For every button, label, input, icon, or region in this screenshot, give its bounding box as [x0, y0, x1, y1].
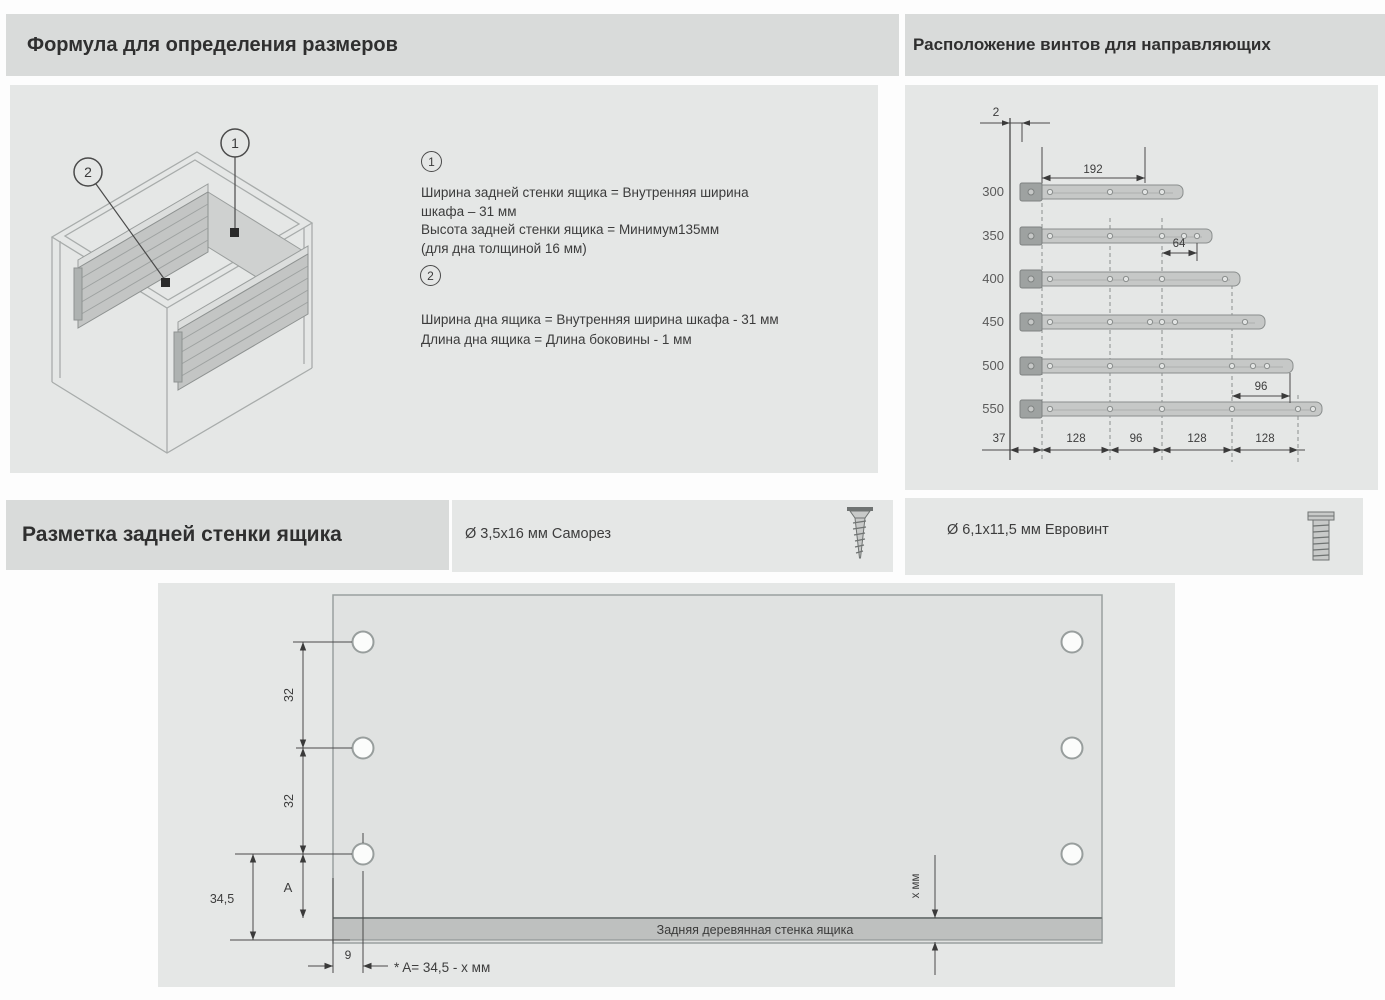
rail-300 — [982, 183, 1183, 201]
svg-text:32: 32 — [282, 794, 296, 808]
formula-line: Ширина дна ящика = Внутренняя ширина шкафа - 31 мм — [421, 312, 779, 327]
back-wall-panel — [333, 595, 1102, 943]
rail-diagram — [905, 85, 1378, 490]
rail-550 — [982, 400, 1322, 418]
rail-section-title: Расположение винтов для направляющих — [913, 35, 1271, 54]
euro-screw-label: Ø 6,1x11,5 мм Евровинт — [947, 522, 1109, 538]
svg-text:96: 96 — [1254, 381, 1268, 393]
formula-section-title: Формула для определения размеров — [27, 33, 398, 56]
rail-section-header — [905, 14, 1385, 76]
euro-screw-icon — [1305, 510, 1337, 564]
svg-text:500: 500 — [982, 358, 1004, 373]
formula-line: шкафа – 31 мм — [421, 203, 517, 219]
marking-section-header — [6, 500, 449, 570]
dim-96-group — [1232, 373, 1290, 403]
rail-450 — [982, 313, 1265, 331]
formula-2-text — [421, 310, 891, 349]
back-wall-diagram-panel — [158, 583, 1175, 987]
formula-section-panel — [10, 85, 878, 473]
svg-text:37: 37 — [992, 433, 1006, 445]
dim-192-group — [1042, 147, 1145, 183]
self-tapping-screw-panel — [452, 500, 893, 572]
self-tapping-screw-label: Ø 3,5x16 мм Саморез — [465, 526, 612, 542]
svg-text:128: 128 — [1066, 433, 1086, 445]
svg-text:A: A — [283, 880, 293, 895]
rail-500 — [982, 357, 1293, 375]
svg-text:192: 192 — [1083, 164, 1103, 176]
formula-1-text — [421, 184, 881, 258]
svg-text:1: 1 — [231, 135, 239, 151]
callout-1-badge: 1 — [421, 151, 442, 172]
svg-text:550: 550 — [982, 401, 1004, 416]
svg-text:x мм: x мм — [910, 873, 922, 899]
svg-text:2: 2 — [84, 164, 92, 180]
svg-text:400: 400 — [982, 271, 1004, 286]
euro-screw-panel — [905, 498, 1363, 575]
dim-front-gap: 2 — [992, 105, 1000, 119]
formula-line: Высота задней стенки ящика = Минимум135мм — [421, 222, 720, 237]
a-formula-note: * A= 34,5 - x мм — [394, 960, 491, 975]
svg-text:128: 128 — [1187, 433, 1207, 445]
svg-text:64: 64 — [1172, 238, 1186, 250]
wooden-bar-label: Задняя деревянная стенка ящика — [656, 923, 854, 937]
self-tapping-screw-icon — [843, 504, 877, 570]
formula-section-header — [6, 14, 899, 76]
rail-section-panel — [905, 85, 1378, 490]
callout-2-badge: 2 — [420, 265, 441, 286]
drawer-right-side-panel — [174, 254, 308, 390]
back-wall-diagram — [158, 583, 1175, 987]
rail-400 — [982, 270, 1240, 288]
drawer-isometric-drawing — [30, 110, 370, 455]
svg-text:34,5: 34,5 — [209, 892, 235, 906]
svg-text:300: 300 — [982, 184, 1004, 199]
dim-34-5-group — [230, 854, 350, 940]
marking-section-title: Разметка задней стенки ящика — [22, 523, 342, 546]
formula-line: Ширина задней стенки ящика = Внутренняя ширина — [421, 185, 749, 200]
formula-line: (для дна толщиной 16 мм) — [421, 240, 587, 256]
svg-text:32: 32 — [282, 688, 296, 702]
svg-text:350: 350 — [982, 228, 1004, 243]
svg-text:96: 96 — [1129, 433, 1143, 445]
svg-text:450: 450 — [982, 314, 1004, 329]
svg-text:9: 9 — [344, 948, 352, 962]
formula-line: Длина дна ящика = Длина боковины - 1 мм — [421, 331, 692, 347]
svg-text:128: 128 — [1255, 433, 1275, 445]
